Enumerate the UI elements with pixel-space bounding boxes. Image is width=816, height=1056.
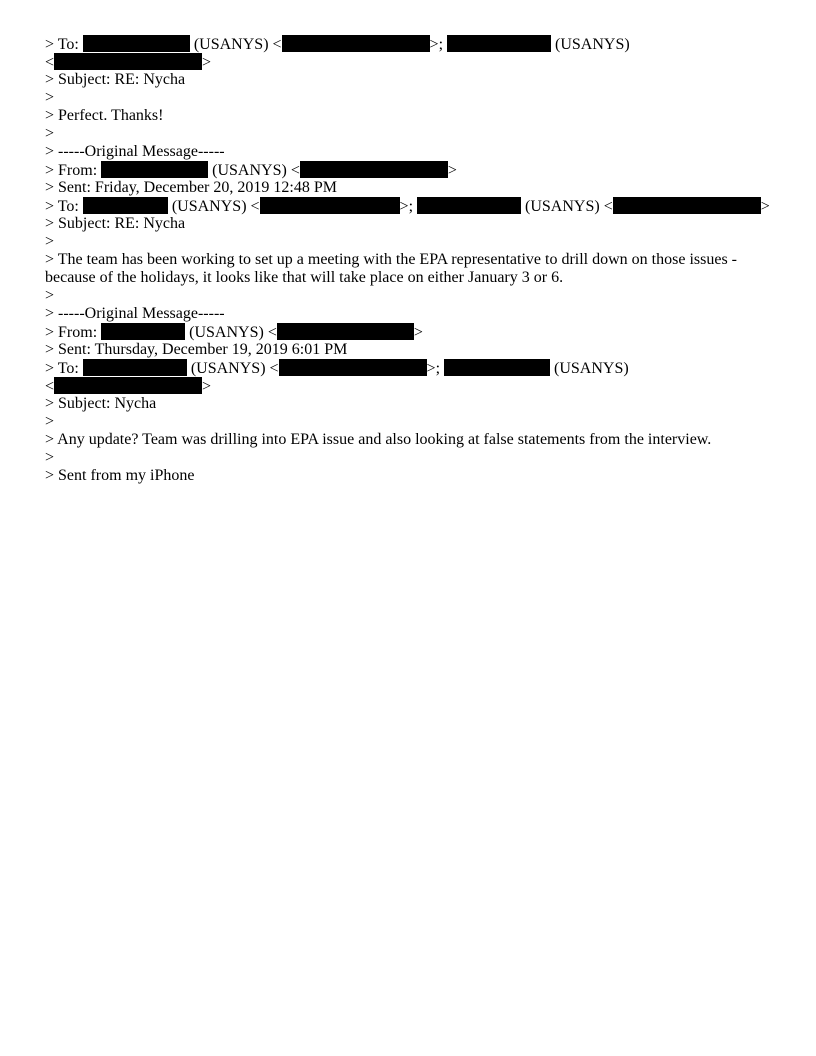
to-line-continued: < > — [45, 378, 212, 395]
subject-line: > Subject: RE: Nycha — [45, 215, 186, 232]
to-line: > To: (USANYS) < >; (USANYS) — [45, 360, 629, 377]
subject-line: > Subject: Nycha — [45, 395, 157, 412]
redaction-block — [83, 197, 168, 214]
to-line: > To: (USANYS) < >; (USANYS) — [45, 36, 630, 53]
subject-line: > Subject: RE: Nycha — [45, 71, 186, 88]
quote-blank-line: > — [45, 125, 55, 142]
redaction-block — [279, 359, 427, 376]
redaction-block — [83, 359, 187, 376]
quote-blank-line: > — [45, 287, 55, 304]
redaction-block — [101, 161, 208, 178]
sent-line: > Sent: Friday, December 20, 2019 12:48 PM — [45, 179, 337, 196]
sent-line: > Sent: Thursday, December 19, 2019 6:01 PM — [45, 341, 348, 358]
redaction-block — [260, 197, 400, 214]
redaction-block — [83, 35, 190, 52]
redaction-block — [277, 323, 414, 340]
from-line: > From: (USANYS) < > — [45, 324, 423, 341]
body-line: > Perfect. Thanks! — [45, 107, 164, 124]
to-line: > To: (USANYS) < >; (USANYS) < > — [45, 198, 770, 215]
redaction-block — [613, 197, 761, 214]
redaction-block — [417, 197, 521, 214]
redaction-block — [447, 35, 551, 52]
redaction-block — [300, 161, 448, 178]
from-line: > From: (USANYS) < > — [45, 162, 457, 179]
email-document — [45, 35, 785, 485]
quote-blank-line: > — [45, 449, 55, 466]
quote-blank-line: > — [45, 89, 55, 106]
signature-line: > Sent from my iPhone — [45, 467, 195, 484]
original-message-header: > -----Original Message----- — [45, 305, 225, 322]
original-message-header: > -----Original Message----- — [45, 143, 225, 160]
redaction-block — [101, 323, 185, 340]
redaction-block — [54, 377, 202, 394]
redaction-block — [282, 35, 430, 52]
to-line-continued: < > — [45, 54, 212, 71]
body-paragraph: > The team has been working to set up a meeting with the EPA representative to drill down on those issues - because of the holidays, it looks like that will take place on either January 3 or 6. — [45, 251, 738, 286]
body-line: > Any update? Team was drilling into EPA issue and also looking at false statements from the interview. — [45, 431, 712, 448]
quote-blank-line: > — [45, 413, 55, 430]
redaction-block — [444, 359, 550, 376]
quote-blank-line: > — [45, 233, 55, 250]
redaction-block — [54, 53, 202, 70]
